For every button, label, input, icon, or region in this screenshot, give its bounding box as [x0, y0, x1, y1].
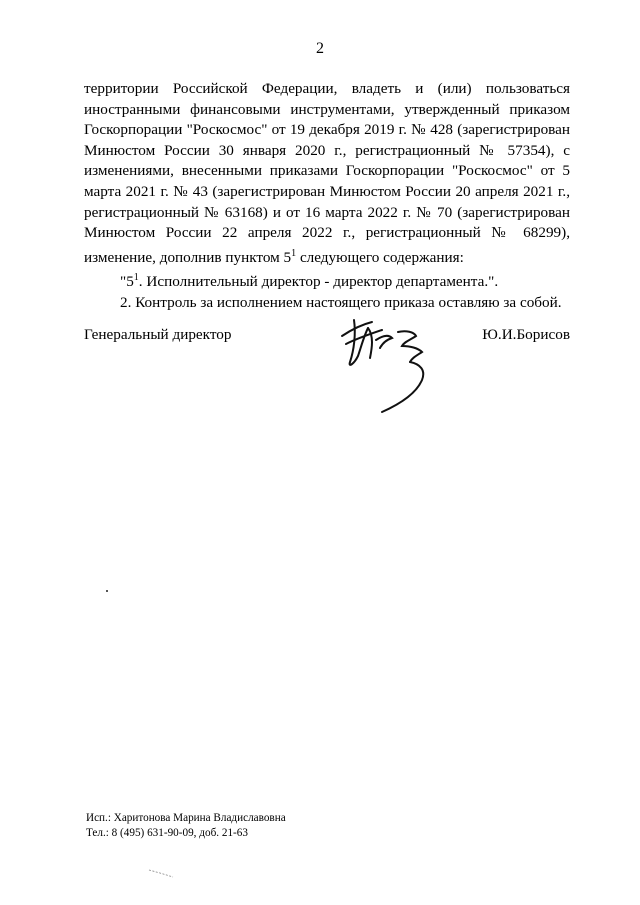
signatory-name: Ю.И.Борисов [482, 326, 570, 343]
executor-info [86, 811, 286, 841]
scan-artifact [148, 868, 174, 878]
signatory-position: Генеральный директор [84, 326, 232, 343]
paragraph-control: 2. Контроль за исполнением настоящего приказа оставляю за собой. [120, 294, 562, 312]
executor-name: Исп.: Харитонова Марина Владиславовна [86, 812, 286, 824]
paragraph-amendment-text: территории Российской Федерации, владеть и (или) пользоваться иностранными финансовыми инструментами, утвержденный приказом Госкорпорации "Роскосмос" от 19 декабря 2019 г. № 428 (зарегистрирован Минюстом России 30 января 2020 г., регистрационный № 57354), с изменениями, внесенными приказами Госкорпорации "Роскосмос" от 5 марта 2021 г. № 43 (зарегистрирован Минюстом России 20 апреля 2021 г., регистрационный № 63168) и от 16 марта 2022 г. № 70 (зарегистрирован Минюстом России 22 апреля 2022 г., регистрационный № 68299), изменение, дополнив пунктом 5 [84, 80, 570, 266]
scan-dot [106, 590, 108, 592]
new-item-open: "5 [120, 273, 134, 291]
document-body [84, 79, 570, 314]
handwritten-signature [324, 314, 444, 418]
signature-block [84, 322, 570, 432]
new-item-superscript: 1 [133, 272, 139, 284]
superscript-marker: 1 [291, 247, 297, 259]
page-number: 2 [316, 40, 324, 57]
new-item-text: . Исполнительный директор - директор департамента.". [138, 273, 499, 291]
paragraph-amendment-tail: следующего содержания: [296, 248, 464, 266]
paragraph-new-item [84, 268, 570, 293]
paragraph-amendment [84, 79, 570, 268]
executor-phone: Тел.: 8 (495) 631-90-09, доб. 21-63 [86, 827, 248, 839]
